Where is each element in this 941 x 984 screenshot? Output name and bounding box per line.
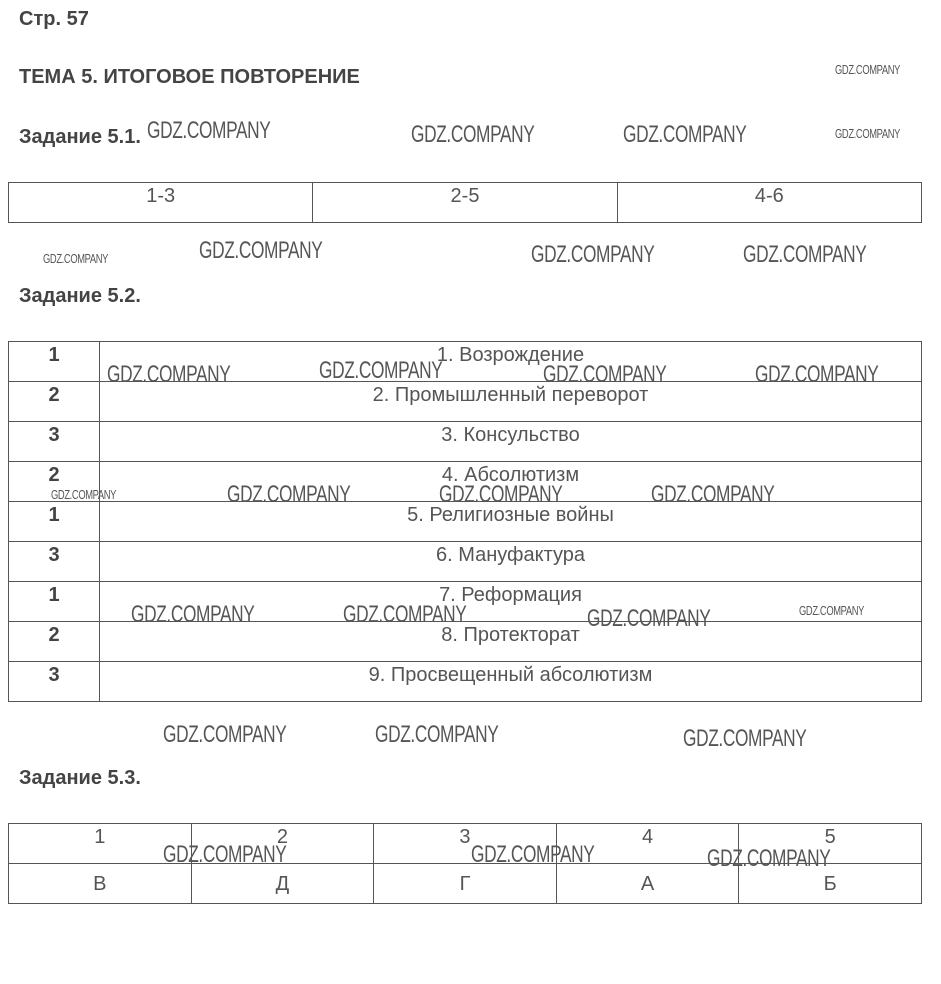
- watermark: GDZ.COMPANY: [343, 601, 467, 628]
- watermark: GDZ.COMPANY: [543, 361, 667, 388]
- header-cell: 4: [556, 824, 739, 864]
- watermark: GDZ.COMPANY: [835, 62, 901, 77]
- header-cell: 3: [374, 824, 557, 864]
- watermark: GDZ.COMPANY: [531, 241, 655, 268]
- term: 2. Промышленный переворот: [100, 382, 922, 422]
- watermark: GDZ.COMPANY: [799, 603, 865, 618]
- table-row: [9, 662, 922, 702]
- task-5-1-table: [8, 182, 922, 223]
- watermark: GDZ.COMPANY: [51, 487, 117, 502]
- watermark: GDZ.COMPANY: [375, 721, 499, 748]
- task-5-3-title: Задание 5.3.: [19, 767, 141, 789]
- answer-cell: А: [556, 864, 739, 904]
- answer-number: 2: [9, 382, 100, 422]
- answer-number: 3: [9, 662, 100, 702]
- term: 4. Абсолютизм: [100, 462, 922, 502]
- answer-number: 1: [9, 582, 100, 622]
- watermark: GDZ.COMPANY: [439, 481, 563, 508]
- header-cell: 1: [9, 824, 192, 864]
- term: 5. Религиозные войны: [100, 502, 922, 542]
- answer-cell: Г: [374, 864, 557, 904]
- term: 1. Возрождение: [100, 342, 922, 382]
- table-row: [9, 542, 922, 582]
- watermark: GDZ.COMPANY: [587, 605, 711, 632]
- term: 7. Реформация: [100, 582, 922, 622]
- answer-cell: Б: [739, 864, 922, 904]
- answer-number: 2: [9, 622, 100, 662]
- watermark: GDZ.COMPANY: [163, 841, 287, 868]
- watermark: GDZ.COMPANY: [43, 251, 109, 266]
- cell: 2-5: [313, 183, 617, 223]
- watermark: GDZ.COMPANY: [835, 126, 901, 141]
- watermark: GDZ.COMPANY: [131, 601, 255, 628]
- watermark: GDZ.COMPANY: [623, 121, 747, 148]
- answer-number: 1: [9, 342, 100, 382]
- term: 6. Мануфактура: [100, 542, 922, 582]
- answer-number: 2: [9, 462, 100, 502]
- topic-title: ТЕМА 5. ИТОГОВОЕ ПОВТОРЕНИЕ: [19, 66, 360, 88]
- watermark: GDZ.COMPANY: [683, 725, 807, 752]
- term: 8. Протекторат: [100, 622, 922, 662]
- watermark: GDZ.COMPANY: [471, 841, 595, 868]
- header-cell: 5: [739, 824, 922, 864]
- watermark: GDZ.COMPANY: [743, 241, 867, 268]
- watermark: GDZ.COMPANY: [227, 481, 351, 508]
- answer-number: 3: [9, 422, 100, 462]
- term: 3. Консульство: [100, 422, 922, 462]
- watermark: GDZ.COMPANY: [147, 117, 271, 144]
- answer-number: 3: [9, 542, 100, 582]
- watermark: GDZ.COMPANY: [651, 481, 775, 508]
- watermark: GDZ.COMPANY: [411, 121, 535, 148]
- watermark: GDZ.COMPANY: [319, 357, 443, 384]
- page-number: Стр. 57: [19, 8, 89, 30]
- watermark: GDZ.COMPANY: [199, 237, 323, 264]
- watermark: GDZ.COMPANY: [163, 721, 287, 748]
- table-row: [9, 422, 922, 462]
- answer-number: 1: [9, 502, 100, 542]
- watermark: GDZ.COMPANY: [755, 361, 879, 388]
- watermark: GDZ.COMPANY: [707, 845, 831, 872]
- answer-cell: В: [9, 864, 192, 904]
- cell: 4-6: [617, 183, 921, 223]
- cell: 1-3: [9, 183, 313, 223]
- task-5-1-title: Задание 5.1.: [19, 126, 141, 148]
- answer-cell: Д: [191, 864, 374, 904]
- task-5-2-title: Задание 5.2.: [19, 285, 141, 307]
- task-5-2-table: [8, 341, 922, 702]
- watermark: GDZ.COMPANY: [107, 361, 231, 388]
- term: 9. Просвещенный абсолютизм: [100, 662, 922, 702]
- header-cell: 2: [191, 824, 374, 864]
